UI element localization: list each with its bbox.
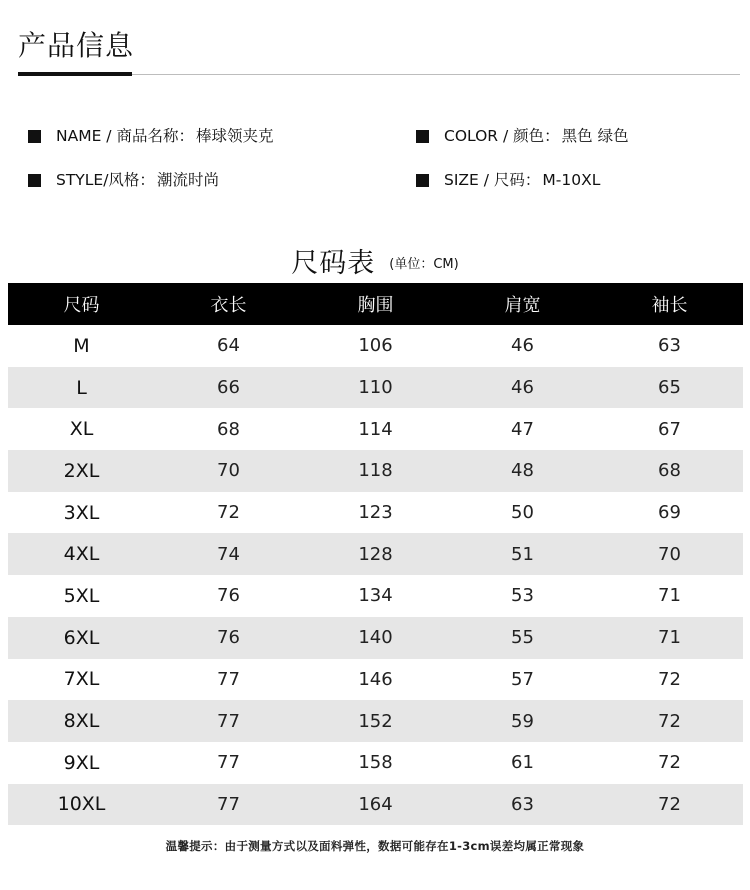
measurement-cell: 140 [302, 617, 449, 659]
column-header-chest: 胸围 [302, 283, 449, 325]
measurement-cell: 158 [358, 752, 393, 774]
size-cell: XL [69, 418, 94, 441]
table-row [8, 617, 743, 659]
page-title: 产品信息 [18, 29, 135, 62]
size-table-header-row [8, 283, 743, 325]
size-cell: L [8, 367, 155, 409]
measurement-cell: 59 [449, 700, 596, 742]
measurement-cell: 67 [658, 418, 681, 440]
title-underline [18, 72, 132, 76]
measurement-cell: 114 [358, 418, 393, 440]
info-name [28, 126, 273, 146]
measurement-cell: 63 [449, 784, 596, 826]
measurement-cell: 53 [511, 585, 534, 607]
measurement-cell: 61 [511, 752, 534, 774]
measurement-cell: 106 [358, 335, 393, 357]
measurement-cell: 72 [658, 752, 681, 774]
measurement-cell: 164 [302, 784, 449, 826]
size-cell: 10XL [8, 784, 155, 826]
size-cell: 5XL [63, 584, 100, 607]
measurement-cell: 118 [302, 450, 449, 492]
measurement-cell: 46 [449, 367, 596, 409]
measurement-cell: 46 [511, 335, 534, 357]
size-table-heading [0, 244, 750, 284]
measurement-cell: 74 [155, 533, 302, 575]
size-table [8, 283, 743, 825]
info-style-value: 潮流时尚 [156, 171, 219, 189]
square-bullet-icon [416, 174, 429, 187]
info-name-label: NAME / 商品名称： [56, 127, 194, 145]
measurement-cell: 55 [449, 617, 596, 659]
table-row [8, 492, 743, 534]
measurement-cell: 72 [658, 668, 681, 690]
measurement-cell: 48 [449, 450, 596, 492]
table-row [8, 659, 743, 701]
measurement-cell: 152 [302, 700, 449, 742]
info-size-label: SIZE / 尺码： [444, 171, 541, 189]
measurement-cell: 76 [155, 617, 302, 659]
measurement-cell: 47 [511, 418, 534, 440]
size-cell: 9XL [63, 751, 100, 774]
size-table-title: 尺码表 [291, 248, 376, 279]
table-row [8, 325, 743, 367]
measurement-cell: 70 [596, 533, 743, 575]
measurement-cell: 77 [155, 784, 302, 826]
footnote: 温馨提示：由于测量方式以及面料弹性，数据可能存在1-3cm误差均属正常现象 [165, 839, 585, 853]
measurement-cell: 77 [217, 752, 240, 774]
info-color-label: COLOR / 颜色： [444, 127, 560, 145]
square-bullet-icon [416, 130, 429, 143]
size-cell: M [73, 334, 90, 357]
divider-line [132, 74, 740, 75]
square-bullet-icon [28, 174, 41, 187]
size-cell: 4XL [8, 533, 155, 575]
info-size [416, 170, 600, 190]
info-style-label: STYLE/风格： [56, 171, 155, 189]
table-row [8, 367, 743, 409]
measurement-cell: 72 [596, 700, 743, 742]
size-cell: 3XL [63, 501, 100, 524]
table-row [8, 533, 743, 575]
info-name-value: 棒球领夹克 [195, 127, 274, 145]
size-cell: 2XL [8, 450, 155, 492]
measurement-cell: 72 [217, 502, 240, 524]
column-header-size: 尺码 [8, 283, 155, 325]
measurement-cell: 64 [217, 335, 240, 357]
measurement-cell: 76 [217, 585, 240, 607]
measurement-cell: 57 [511, 668, 534, 690]
size-cell: 7XL [63, 668, 100, 691]
column-header-length: 衣长 [155, 283, 302, 325]
measurement-cell: 66 [155, 367, 302, 409]
measurement-cell: 110 [302, 367, 449, 409]
measurement-cell: 68 [596, 450, 743, 492]
measurement-cell: 51 [449, 533, 596, 575]
measurement-cell: 123 [358, 502, 393, 524]
info-style [28, 170, 219, 190]
table-row [8, 408, 743, 450]
table-row [8, 700, 743, 742]
measurement-cell: 69 [658, 502, 681, 524]
measurement-cell: 50 [511, 502, 534, 524]
size-table-unit: (单位：CM) [389, 257, 459, 272]
info-color [416, 126, 629, 146]
size-table-body [8, 325, 743, 825]
measurement-cell: 65 [596, 367, 743, 409]
measurement-cell: 146 [358, 668, 393, 690]
table-row [8, 575, 743, 617]
info-color-value: 黑色 绿色 [561, 127, 629, 145]
size-cell: 6XL [8, 617, 155, 659]
measurement-cell: 77 [155, 700, 302, 742]
column-header-sleeve: 袖长 [596, 283, 743, 325]
measurement-cell: 134 [358, 585, 393, 607]
table-row [8, 742, 743, 784]
measurement-cell: 63 [658, 335, 681, 357]
table-row [8, 784, 743, 826]
size-cell: 8XL [8, 700, 155, 742]
measurement-cell: 71 [658, 585, 681, 607]
measurement-cell: 70 [155, 450, 302, 492]
measurement-cell: 71 [596, 617, 743, 659]
square-bullet-icon [28, 130, 41, 143]
measurement-cell: 72 [596, 784, 743, 826]
table-row [8, 450, 743, 492]
measurement-cell: 77 [217, 668, 240, 690]
column-header-shoulder: 肩宽 [449, 283, 596, 325]
measurement-cell: 128 [302, 533, 449, 575]
info-size-value: M-10XL [542, 171, 601, 189]
measurement-cell: 68 [217, 418, 240, 440]
